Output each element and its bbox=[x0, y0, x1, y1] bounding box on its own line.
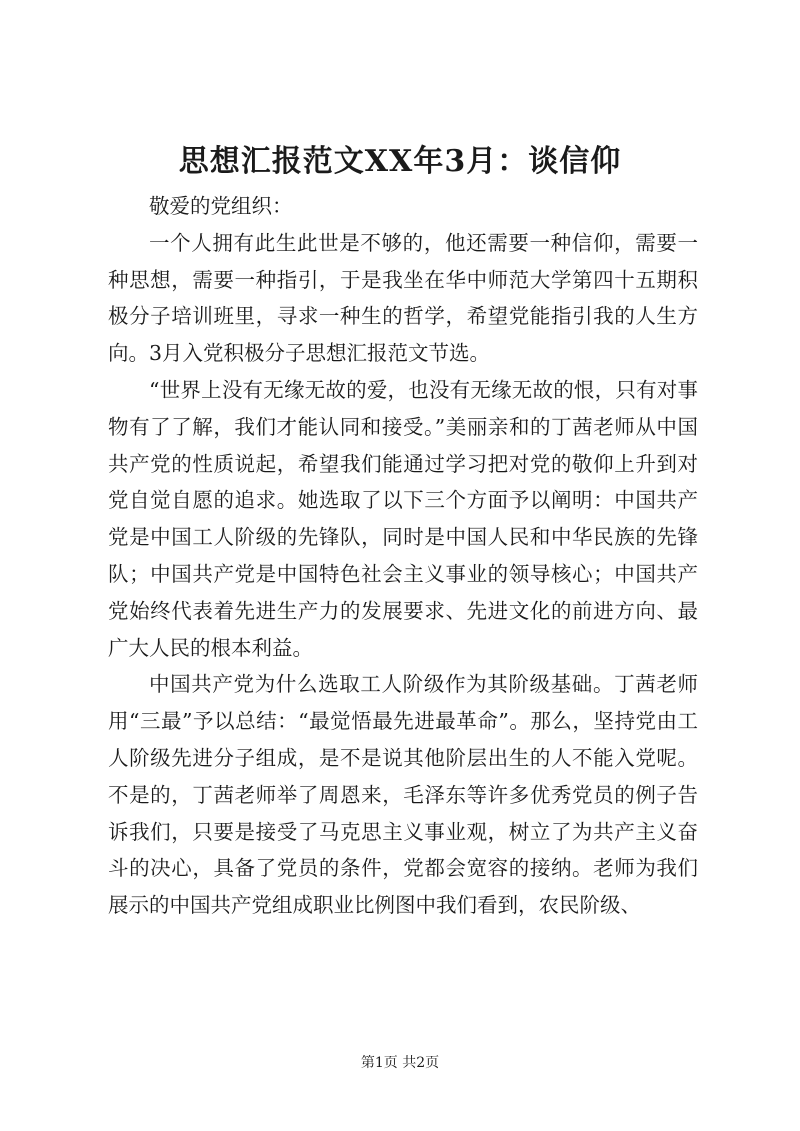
salutation: 敬爱的党组织： bbox=[149, 194, 293, 218]
page-footer: 第1页 共2页 bbox=[360, 1055, 440, 1071]
paragraph-2: “世界上没有无缘无故的爱，也没有无缘无故的恨，只有对事物有了了解，我们才能认同和接受。”美丽亲和的丁茜老师从中国共产党的性质说起，希望我们能通过学习把对党的敬仰上升到对党自觉自愿的追求。她选取了以下三个方面予以阐明：中国共产党是中国工人阶级的先锋队，同时是中国人民和中华民族的先锋队；中国共产党是中国特色社会主义事业的领导核心；中国共产党始终代表着先进生产力的发展要求、先进文化的前进方向、最广大人民的根本利益。 bbox=[108, 377, 698, 660]
paragraph-1: 一个人拥有此生此世是不够的，他还需要一种信仰，需要一种思想，需要一种指引，于是我坐在华中师范大学第四十五期积极分子培训班里，寻求一种生的哲学，希望党能指引我的人生方向。3月入党积极分子思想汇报范文节选。 bbox=[108, 230, 698, 366]
document-body bbox=[108, 188, 698, 924]
document-title: 思想汇报范文XX年3月：谈信仰 bbox=[178, 144, 622, 179]
paragraph-3: 中国共产党为什么选取工人阶级作为其阶级基础。丁茜老师用“三最”予以总结：“最觉悟最先进最革命”。那么，坚持党由工人阶级先进分子组成，是不是说其他阶层出生的人不能入党呢。不是的，丁茜老师举了周恩来，毛泽东等许多优秀党员的例子告诉我们，只要是接受了马克思主义事业观，树立了为共产主义奋斗的决心，具备了党员的条件，党都会宽容的接纳。老师为我们展示的中国共产党组成职业比例图中我们看到，农民阶级、 bbox=[108, 672, 698, 918]
